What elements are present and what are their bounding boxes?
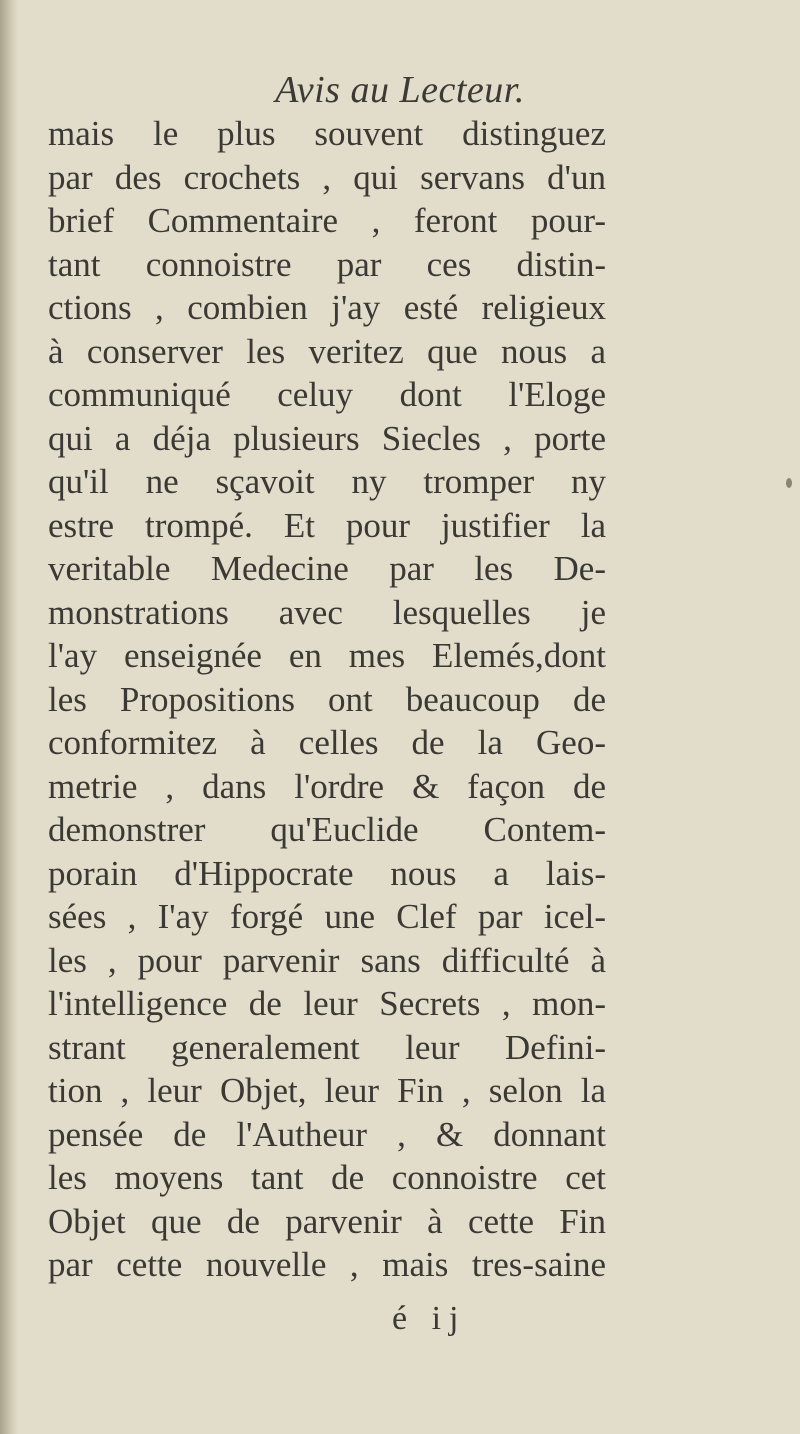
text-line: l'ay enseignée en mes Elemés,dont [48,636,606,675]
text-line: les Propositions ont beaucoup de [48,679,606,719]
text-line: sées , I'ay forgé une Clef par icel- [48,897,606,936]
body-text [48,112,606,1287]
text-line: les , pour parvenir sans difficulté à [48,940,606,980]
text-line: ctions , combien j'ay esté religieux [48,288,606,327]
text-line: metrie , dans l'ordre & façon de [48,766,606,806]
text-line: tion , leur Objet, leur Fin , selon la [48,1071,606,1110]
text-line: estre trompé. Et pour justifier la [48,505,606,545]
text-line: à conserver les veritez que nous a [48,331,606,371]
text-line: mais le plus souvent distinguez [48,114,606,153]
ink-speck [786,478,792,488]
text-line: qui a déja plusieurs Siecles , porte [48,418,606,458]
text-line: brief Commentaire , feront pour- [48,201,606,240]
text-line: communiqué celuy dont l'Eloge [48,375,606,414]
signature-mark: é ij [392,1300,467,1337]
text-line: qu'il ne sçavoit ny tromper ny [48,462,606,501]
text-line: par cette nouvelle , mais tres-saine [48,1245,606,1284]
text-line: monstrations avec lesquelles je [48,592,606,632]
text-line: l'intelligence de leur Secrets , mon- [48,984,606,1023]
text-line: conformitez à celles de la Geo- [48,723,606,762]
text-line: pensée de l'Autheur , & donnant [48,1114,606,1154]
running-head: Avis au Lecteur. [275,69,525,111]
text-line: les moyens tant de connoistre cet [48,1158,606,1197]
text-line: demonstrer qu'Euclide Contem- [48,810,606,849]
text-line: strant generalement leur Defini- [48,1027,606,1067]
text-line: veritable Medecine par les De- [48,549,606,588]
text-line: Objet que de parvenir à cette Fin [48,1201,606,1241]
text-line: par des crochets , qui servans d'un [48,157,606,197]
page-gutter-shadow [0,0,18,1434]
text-line: tant connoistre par ces distin- [48,244,606,284]
text-line: porain d'Hippocrate nous a lais- [48,853,606,893]
